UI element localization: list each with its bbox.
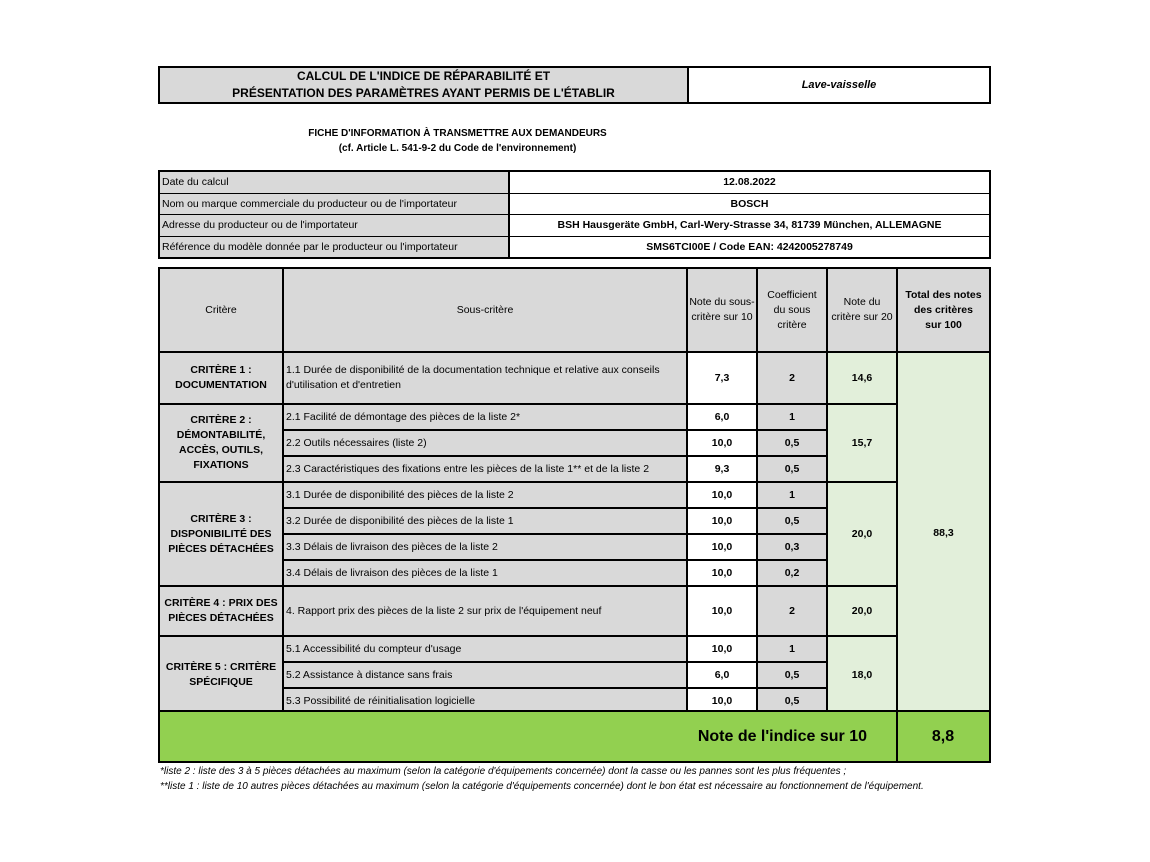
header-coef-line1: Coefficient — [767, 288, 817, 301]
subcriterion-coef: 0,5 — [758, 689, 826, 712]
fiche-line2: (cf. Article L. 541-9-2 du Code de l'environnement) — [338, 143, 577, 154]
criterion-score: 18,0 — [828, 637, 896, 712]
header-coef-line2: du sous — [773, 303, 811, 316]
header-title-line2: PRÉSENTATION DES PARAMÈTRES AYANT PERMIS DE L'ÉTABLIR — [232, 86, 615, 100]
info-value: SMS6TCI00E / Code EAN: 4242005278749 — [646, 240, 853, 253]
total-score: 88,3 — [898, 353, 989, 712]
header-title — [160, 68, 689, 102]
subcriterion-label: 5.1 Accessibilité du compteur d'usage — [284, 637, 686, 661]
summary-label: Note de l'indice sur 10 — [697, 727, 867, 745]
header-coef-line3: critère — [777, 318, 807, 331]
criterion-score: 14,6 — [828, 353, 896, 403]
subcriterion-label-line2: d'utilisation et d'entretien — [286, 379, 401, 391]
grid-line — [826, 269, 828, 712]
criterion-score: 20,0 — [828, 587, 896, 635]
header-note-crit-line2: critère sur 20 — [831, 311, 893, 323]
header-total-line1: Total des notes — [905, 288, 982, 301]
grid-line — [284, 559, 828, 561]
grid-line — [896, 712, 898, 761]
subcriterion-label: 3.2 Durée de disponibilité des pièces de la liste 1 — [284, 509, 686, 533]
subcriterion-note: 6,0 — [714, 669, 730, 681]
info-row — [160, 172, 989, 194]
subcriterion-coef: 1 — [758, 405, 826, 429]
info-label: Date du calcul — [160, 172, 510, 193]
subcriterion-note: 10,0 — [711, 541, 733, 553]
criterion-4-name — [160, 587, 282, 635]
subcriterion-label: 2.1 Facilité de démontage des pièces de la liste 2* — [284, 405, 686, 429]
subcriterion-coef: 1 — [758, 483, 826, 507]
grid-line — [160, 635, 898, 637]
grid-line — [284, 455, 828, 457]
info-row — [160, 237, 989, 258]
grid-line — [160, 403, 898, 405]
subcriterion-label-line1: 1.1 Durée de disponibilité de la documentation technique et relative aux conseils — [286, 364, 660, 376]
criterion-name-line: CRITÈRE 2 : — [190, 414, 252, 426]
grid-line — [284, 533, 828, 535]
header-sous-critere: Sous-critère — [284, 269, 686, 351]
info-label: Nom ou marque commerciale du producteur ou de l'importateur — [160, 194, 510, 215]
criterion-name-line: CRITÈRE 3 : — [190, 512, 252, 525]
subcriterion-coef: 2 — [758, 353, 826, 403]
header-total — [898, 269, 989, 351]
info-value: 12.08.2022 — [723, 176, 776, 189]
grid-line — [160, 585, 898, 587]
criterion-score: 20,0 — [828, 483, 896, 585]
summary-value: 8,8 — [931, 727, 955, 745]
subcriterion-coef: 0,5 — [758, 663, 826, 687]
header-coefficient — [758, 269, 826, 351]
grid-line — [686, 269, 688, 712]
header-note-sous-critere — [688, 269, 756, 351]
info-value: BSH Hausgeräte GmbH, Carl-Wery-Strasse 34, 81739 München, ALLEMAGNE — [557, 219, 942, 232]
subcriterion-note: 10,0 — [711, 437, 733, 449]
subcriterion-label — [284, 353, 686, 403]
criterion-name-line: PIÈCES DÉTACHÉES — [168, 542, 274, 555]
subcriterion-coef: 0,3 — [758, 535, 826, 559]
header-total-line3: sur 100 — [925, 318, 962, 331]
criterion-name-line: PIÈCES DÉTACHÉES — [168, 612, 274, 624]
header-total-line2: des critères — [914, 303, 973, 316]
header-critere: Critère — [160, 269, 282, 351]
header-title-line1: CALCUL DE L'INDICE DE RÉPARABILITÉ ET — [296, 69, 551, 83]
criterion-3-name — [160, 483, 282, 585]
subcriterion-label: 3.1 Durée de disponibilité des pièces de la liste 2 — [284, 483, 686, 507]
subcriterion-note: 10,0 — [711, 489, 733, 501]
subcriterion-note: 10,0 — [711, 515, 733, 527]
subcriterion-note: 7,3 — [714, 372, 730, 384]
criterion-name-line: SPÉCIFIQUE — [189, 675, 253, 688]
subcriterion-note: 6,0 — [714, 411, 730, 423]
header-note-crit-line1: Note du — [843, 296, 881, 308]
grid-line — [896, 269, 898, 761]
subcriterion-label: 5.2 Assistance à distance sans frais — [284, 663, 686, 687]
score-table — [158, 267, 991, 763]
subcriterion-label: 3.4 Délais de livraison des pièces de la liste 1 — [284, 561, 686, 585]
criterion-name-line: FIXATIONS — [193, 459, 249, 471]
grid-line — [284, 661, 828, 663]
subcriterion-coef: 1 — [758, 637, 826, 661]
info-label: Adresse du producteur ou de l'importateur — [160, 215, 510, 236]
info-value: BOSCH — [730, 197, 769, 210]
subcriterion-label: 2.3 Caractéristiques des fixations entre les pièces de la liste 1** et de la liste 2 — [284, 457, 686, 481]
footnote-2: **liste 1 : liste de 10 autres pièces détachées au maximum (selon la catégorie d'équipements concernée) dont le bon état est nécessaire au fonctionnement de l'équipement. — [160, 781, 924, 792]
subcriterion-note: 10,0 — [711, 605, 733, 617]
fiche-line1: FICHE D'INFORMATION À TRANSMETTRE AUX DEMANDEURS — [308, 128, 607, 139]
criterion-name-line: DISPONIBILITÉ DES — [170, 527, 272, 540]
summary-bar — [160, 712, 989, 761]
grid-line — [160, 481, 898, 483]
subcriterion-label: 4. Rapport prix des pièces de la liste 2 sur prix de l'équipement neuf — [284, 587, 686, 635]
grid-line — [756, 269, 758, 712]
criterion-name-line: DOCUMENTATION — [175, 379, 267, 391]
subcriterion-coef: 0,5 — [758, 457, 826, 481]
grid-line — [284, 687, 828, 689]
product-type: Lave-vaisselle — [801, 79, 877, 91]
subcriterion-coef: 0,2 — [758, 561, 826, 585]
grid-line — [284, 507, 828, 509]
criterion-2-name — [160, 405, 282, 481]
header-note-sous-line1: Note du sous- — [689, 296, 755, 308]
footnotes — [160, 764, 1040, 794]
info-row — [160, 215, 989, 237]
criterion-name-line: DÉMONTABILITÉ, — [176, 429, 266, 441]
subcriterion-label: 2.2 Outils nécessaires (liste 2) — [284, 431, 686, 455]
criterion-name-line: ACCÈS, OUTILS, — [178, 444, 263, 456]
subcriterion-coef: 2 — [758, 587, 826, 635]
criterion-name-line: CRITÈRE 4 : PRIX DES — [164, 597, 278, 609]
criterion-score: 15,7 — [828, 405, 896, 481]
header-note-sous-line2: critère sur 10 — [691, 311, 753, 323]
subcriterion-coef: 0,5 — [758, 509, 826, 533]
criterion-1-name — [160, 353, 282, 403]
criterion-5-name — [160, 637, 282, 712]
fiche-heading — [260, 126, 655, 156]
header-box — [158, 66, 991, 104]
info-table — [158, 170, 991, 259]
info-row — [160, 194, 989, 216]
footnote-1: *liste 2 : liste des 3 à 5 pièces détachées au maximum (selon la catégorie d'équipements concernée) dont la casse ou les pannes sont les plus fréquentes ; — [160, 766, 847, 777]
header-note-critere — [828, 269, 896, 351]
subcriterion-note: 10,0 — [711, 567, 733, 579]
subcriterion-note: 9,3 — [714, 463, 730, 475]
grid-line — [282, 269, 284, 712]
subcriterion-label: 3.3 Délais de livraison des pièces de la liste 2 — [284, 535, 686, 559]
grid-line — [284, 429, 828, 431]
subcriterion-note: 10,0 — [711, 643, 733, 655]
subcriterion-coef: 0,5 — [758, 431, 826, 455]
info-label: Référence du modèle donnée par le producteur ou l'importateur — [160, 237, 510, 258]
criterion-name-line: CRITÈRE 1 : — [190, 364, 252, 376]
subcriterion-label: 5.3 Possibilité de réinitialisation logicielle — [284, 689, 686, 712]
criterion-name-line: CRITÈRE 5 : CRITÈRE — [165, 660, 277, 673]
grid-line — [160, 351, 989, 353]
subcriterion-note: 10,0 — [711, 694, 733, 707]
